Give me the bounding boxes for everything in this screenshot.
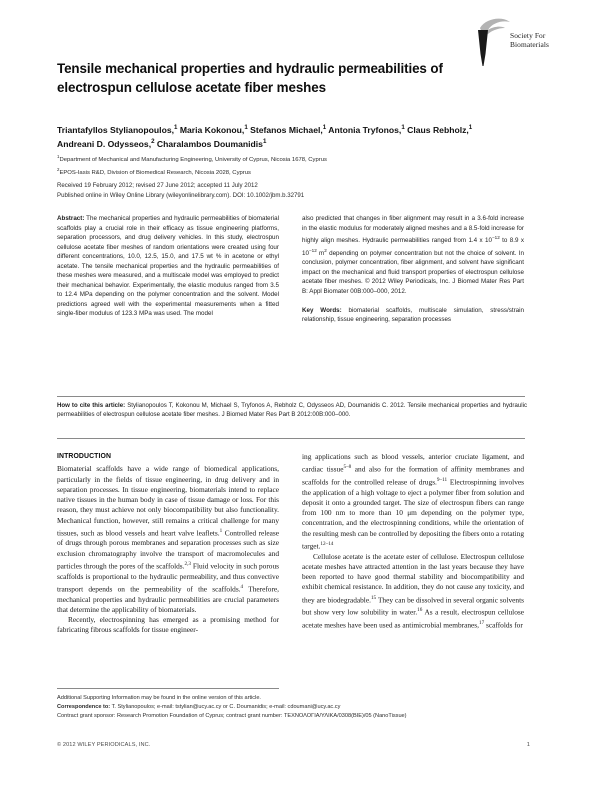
received-line: Received 19 February 2012; revised 27 June 2012; accepted 11 July 2012: [57, 182, 258, 189]
logo-line-2: Biomaterials: [510, 39, 549, 49]
footnote-divider: [57, 688, 279, 689]
footer-page-number: 1: [526, 742, 530, 748]
how-to-cite: How to cite this article: Stylianopoulos T, Kokonou M, Michael S, Tryfonos A, Rebholz C, Odysseos AD, Doumanidis C. 2012. Tensile mechanical properties and hydraulic permeabilities of electrospun cellulose acetate fiber meshes. J Biomed Mater Res Part B 2012:00B:000–000.: [57, 402, 527, 419]
intro-paragraph-3: ing applications such as blood vessels, anterior cruciate ligament, and cardiac tissue$^{5-8}$ and also for the formation of affinity membranes and scaffolds for the controlled release of drugs.$^{9-11}$ Electrospinning involves the application of a high voltage to eject a polymer fiber from solution and deposit it onto a grounded target. The size of electrospun fibers can range from 100 nm to more than 10 μm depending on the polymer type, concentration, and the electrospinning conditions, while the orientation of the resulting mesh can be controlled by depositing the fibers onto a rotating target.$^{12-14}$: [302, 452, 524, 551]
introduction-column-right: [302, 452, 524, 631]
abstract-column-left: Abstract: The mechanical properties and hydraulic permeabilities of biomaterial scaffolds play a crucial role in their efficacy as tissue engineering platforms, separation processors, and drug delivery vehicles. In this study, electrospun cellulose acetate fiber meshes of random orientations were created using four different concentrations, 10.0, 12.5, 15.0, and 17.5 wt % in acetone or ethyl acetate. The tensile mechanical properties and the hydraulic permeabilities of these meshes were measured, and a multiscale model was employed to predict their mechanical behavior. Experimentally, the elastic modulus ranged from 3.5 to 12.4 MPa depending on the polymer concentration and the solvent. Model predictions agreed well with the experimental measurements when a fitted single-fiber modulus of 123.3 MPa was used. The model: [57, 215, 279, 318]
correspondence-note: Correspondence to: T. Stylianopoulos; e-mail: tstylian@ucy.ac.cy or C. Doumanidis; e-mail: cdoumani@ucy.ac.cy: [57, 703, 341, 710]
page-title: Tensile mechanical properties and hydraulic permeabilities of electrospun cellulose acetate fiber meshes: [57, 61, 443, 95]
grant-note: Contract grant sponsor: Research Promotion Foundation of Cyprus; contract grant number: ΤΕΧΝΟΛΟΓΙΑ/ΥΛΙΚΑ/0308(ΒΙΕ)/05 (NanoTissue): [57, 712, 407, 719]
supporting-information-note: Additional Supporting Information may be found in the online version of this article.: [57, 695, 261, 701]
affiliation-1: $^1$Department of Mechanical and Manufacturing Engineering, University of Cyprus, Nicosia 1678, Cyprus: [57, 154, 327, 163]
abstract-column-right: [302, 214, 524, 325]
divider-bottom: [57, 438, 525, 439]
intro-paragraph-1: Biomaterial scaffolds have a wide range of biomedical applications, particularly in the fields of tissue engineering, in drug delivery and in separation processes. In tissue engineering, biomaterials intend to replace native tissues in the human body in case of tissue damage or loss. For this reason, they must achieve not only biocompatibility but also functionality. Mechanical function, however, still remains a critical challenge for many tissues, such as blood vessels and heart valve leaflets.$^1$ Controlled release of drugs through porous membranes and separation processes such as size exclusion chromatography involve the transport of macromolecules and particles through the pores of the scaffolds.$^{2,3}$ Fluid velocity in such porous scaffolds is proportional to the hydraulic permeability, and thus convective transport depends on the permeability of the scaffolds.$^4$ Therefore, mechanical properties and hydraulic permeabilities are crucial parameters that determine the applicability of biomaterials.: [57, 464, 279, 614]
affiliations: [57, 152, 527, 178]
logo-text: [510, 32, 549, 49]
publication-dates: [57, 181, 537, 201]
author-list: Triantafyllos Stylianopoulos,$^1$ Maria Kokonou,$^1$ Stefanos Michael,$^1$ Antonia Tryfonos,$^1$ Claus Rebholz,$^1$ Andreani D. Odysseos,$^2$ Charalambos Doumanidis$^1$: [57, 124, 473, 150]
affiliation-2: $^2$EPOS-Iasis R&D, Division of Biomedical Research, Nicosia 2028, Cyprus: [57, 167, 251, 177]
introduction-column-left: [57, 452, 279, 636]
intro-paragraph-2: Recently, electrospinning has emerged as a promising method for fabricating fibrous scaffolds for tissue engineer-: [57, 615, 279, 635]
published-online-line: Published online in Wiley Online Library (wileyonlinelibrary.com). DOI: 10.1002/jbm.b.32791: [57, 192, 305, 200]
divider-top: [57, 396, 525, 397]
section-heading-introduction: INTRODUCTION: [57, 453, 112, 460]
logo-line-1: Society For: [510, 31, 546, 40]
keywords: Key Words: biomaterial scaffolds, multiscale simulation, stress/strain relationship, tissue engineering, separation processes: [302, 306, 524, 324]
footer-copyright: © 2012 WILEY PERIODICALS, INC.: [57, 742, 151, 748]
abstract-text-right: also predicted that changes in fiber alignment may result in a 3.6-fold increase in the elastic modulus for moderately aligned meshes and a 8.5-fold increase for highly align meshes. Hydraulic permeabilities ranged from 1.4 x $10^{-12}$ to 8.9 x $10^{-12}$ $m^2$ depending on polymer concentration but not the choice of solvent. In conclusion, polymer concentration, fiber alignment, and solvent have significant impact on the mechanical and fluid transport properties of electrospun cellulose acetate fiber meshes. © 2012 Wiley Periodicals, Inc. J Biomed Mater Res Part B: Appl Biomater 00B:000–000, 2012.: [302, 215, 524, 295]
footnotes: [57, 694, 532, 721]
intro-paragraph-4: Cellulose acetate is the acetate ester of cellulose. Electrospun cellulose acetate meshes have attracted attention in the last years because they have been reported to have good thermal stability and biocompatibility and exhibit chemical resistance. In addition, they do not cause any toxicity, and they are biodegradable.$^{15}$ They can be dissolved in several organic solvents but show very low solubility in water.$^{16}$ As a result, electrospun cellulose acetate meshes have been used as antimicrobial membranes,$^{17}$ scaffolds for: [302, 551, 524, 630]
